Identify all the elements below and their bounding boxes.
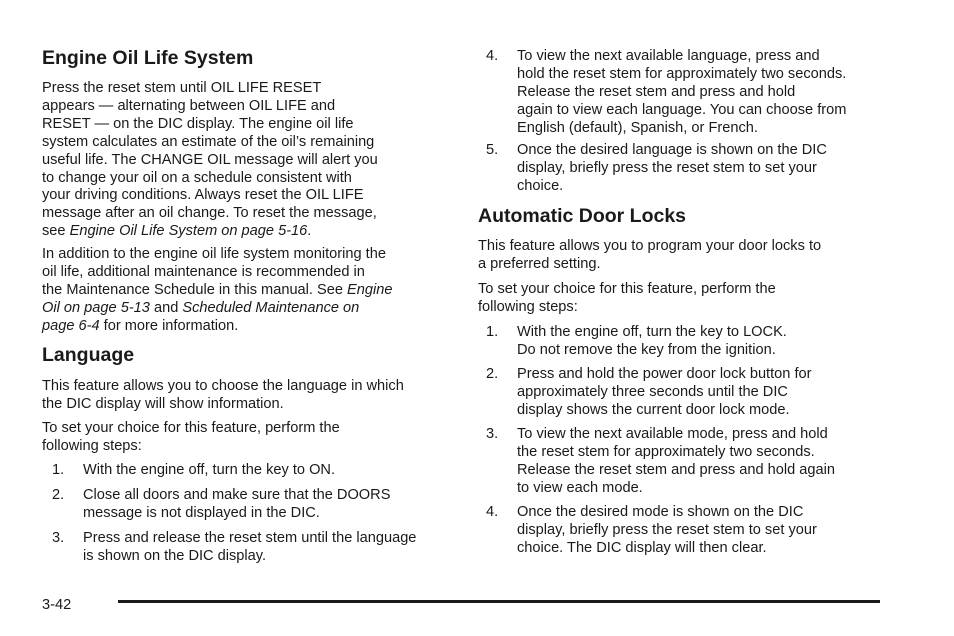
step-number: 3. [486,426,499,442]
text-line: useful life. The CHANGE OIL message will alert you [42,151,378,168]
cross-reference-link[interactable]: Engine Oil Life System on page 5-16 [69,223,308,240]
text-line: hold the reset stem for approximately two seconds. [517,65,847,82]
text-line [42,282,452,300]
step-text [83,487,458,523]
text-span: and [149,299,183,316]
text-line: English (default), Spanish, or French. [517,119,758,136]
text-line: to view each mode. [517,479,643,496]
text-line: display, briefly press the reset stem to set your [517,159,817,176]
step-number: 2. [52,487,65,503]
text-span: for more information. [99,317,239,334]
text-line: Do not remove the key from the ignition. [517,341,776,358]
text-line: following steps: [478,298,578,315]
step-number: 1. [486,324,499,340]
cross-reference-link[interactable]: Oil on page 5-13 [42,299,150,316]
language-paragraph-1 [42,378,452,414]
text-line: This feature allows you to program your door locks to [478,238,822,254]
cross-reference-link[interactable]: page 6-4 [42,317,100,334]
text-line: Press and release the reset stem until the language [83,530,417,546]
step-text [517,426,892,498]
footer-rule [118,600,880,603]
step-number: 3. [52,530,65,546]
engine-oil-paragraph-2 [42,246,452,336]
text-line: display, briefly press the reset stem to set your [517,521,817,538]
door-locks-paragraph-1 [478,238,888,274]
text-line: display shows the current door lock mode. [517,401,790,418]
text-line: system calculates an estimate of the oil’s remaining [42,133,375,150]
text-line: Release the reset stem and press and hold [517,83,796,100]
step-number: 5. [486,142,499,158]
step-text [517,504,892,558]
text-line: to change your oil on a schedule consistent with [42,169,352,186]
text-line: is shown on the DIC display. [83,547,267,564]
step-number: 4. [486,504,499,520]
text-line: This feature allows you to choose the language in which [42,378,404,394]
text-line: With the engine off, turn the key to LOCK. [517,324,787,340]
step-text [83,462,458,480]
step-number: 4. [486,48,499,64]
text-line: choice. The DIC display will then clear. [517,539,767,556]
step-text [517,366,892,420]
step-number: 1. [52,462,65,478]
text-span: . [307,223,312,240]
text-line: In addition to the engine oil life system monitoring the [42,246,386,262]
step-text [517,324,892,360]
text-line: appears — alternating between OIL LIFE and [42,97,336,114]
text-line: following steps: [42,437,142,454]
text-line: To set your choice for this feature, perform the [42,420,340,436]
step-number: 2. [486,366,499,382]
cross-reference-link[interactable]: Engine [347,281,393,298]
text-line: oil life, additional maintenance is recommended in [42,263,365,280]
text-line: To set your choice for this feature, perform the [478,281,776,297]
step-text [517,142,892,196]
language-paragraph-2 [42,420,452,456]
text-line: message is not displayed in the DIC. [83,504,320,521]
text-line: With the engine off, turn the key to ON. [83,462,336,478]
text-line: Once the desired language is shown on the DIC [517,142,827,158]
text-line: approximately three seconds until the DIC [517,383,788,400]
text-span: see [42,223,70,240]
heading-language: Language [42,344,135,366]
page-number: 3-42 [42,597,72,613]
text-line: the reset stem for approximately two seconds. [517,443,815,460]
text-line: Close all doors and make sure that the DOORS [83,487,391,503]
text-line [42,318,452,336]
text-line: Release the reset stem and press and hold again [517,461,836,478]
text-line: a preferred setting. [478,255,601,272]
text-line: To view the next available mode, press and hold [517,426,828,442]
text-span: the Maintenance Schedule in this manual. See [42,281,348,298]
text-line: the DIC display will show information. [42,395,284,412]
text-line: your driving conditions. Always reset the OIL LIFE [42,187,364,204]
step-text [517,48,892,138]
text-line: message after an oil change. To reset the message, [42,205,377,222]
text-line: choice. [517,177,564,194]
heading-automatic-door-locks: Automatic Door Locks [478,205,687,227]
heading-engine-oil-life-system: Engine Oil Life System [42,47,254,69]
text-line: Once the desired mode is shown on the DIC [517,504,804,520]
text-line: To view the next available language, press and [517,48,820,64]
door-locks-paragraph-2 [478,281,888,317]
text-line: Press and hold the power door lock button for [517,366,812,382]
text-line [42,223,452,241]
engine-oil-paragraph-1 [42,80,452,241]
text-line: RESET — on the DIC display. The engine oil life [42,115,354,132]
text-line: Press the reset stem until OIL LIFE RESET [42,80,322,96]
text-line [42,300,452,318]
text-line: again to view each language. You can choose from [517,101,847,118]
step-text [83,530,458,566]
cross-reference-link[interactable]: Scheduled Maintenance on [182,299,360,316]
